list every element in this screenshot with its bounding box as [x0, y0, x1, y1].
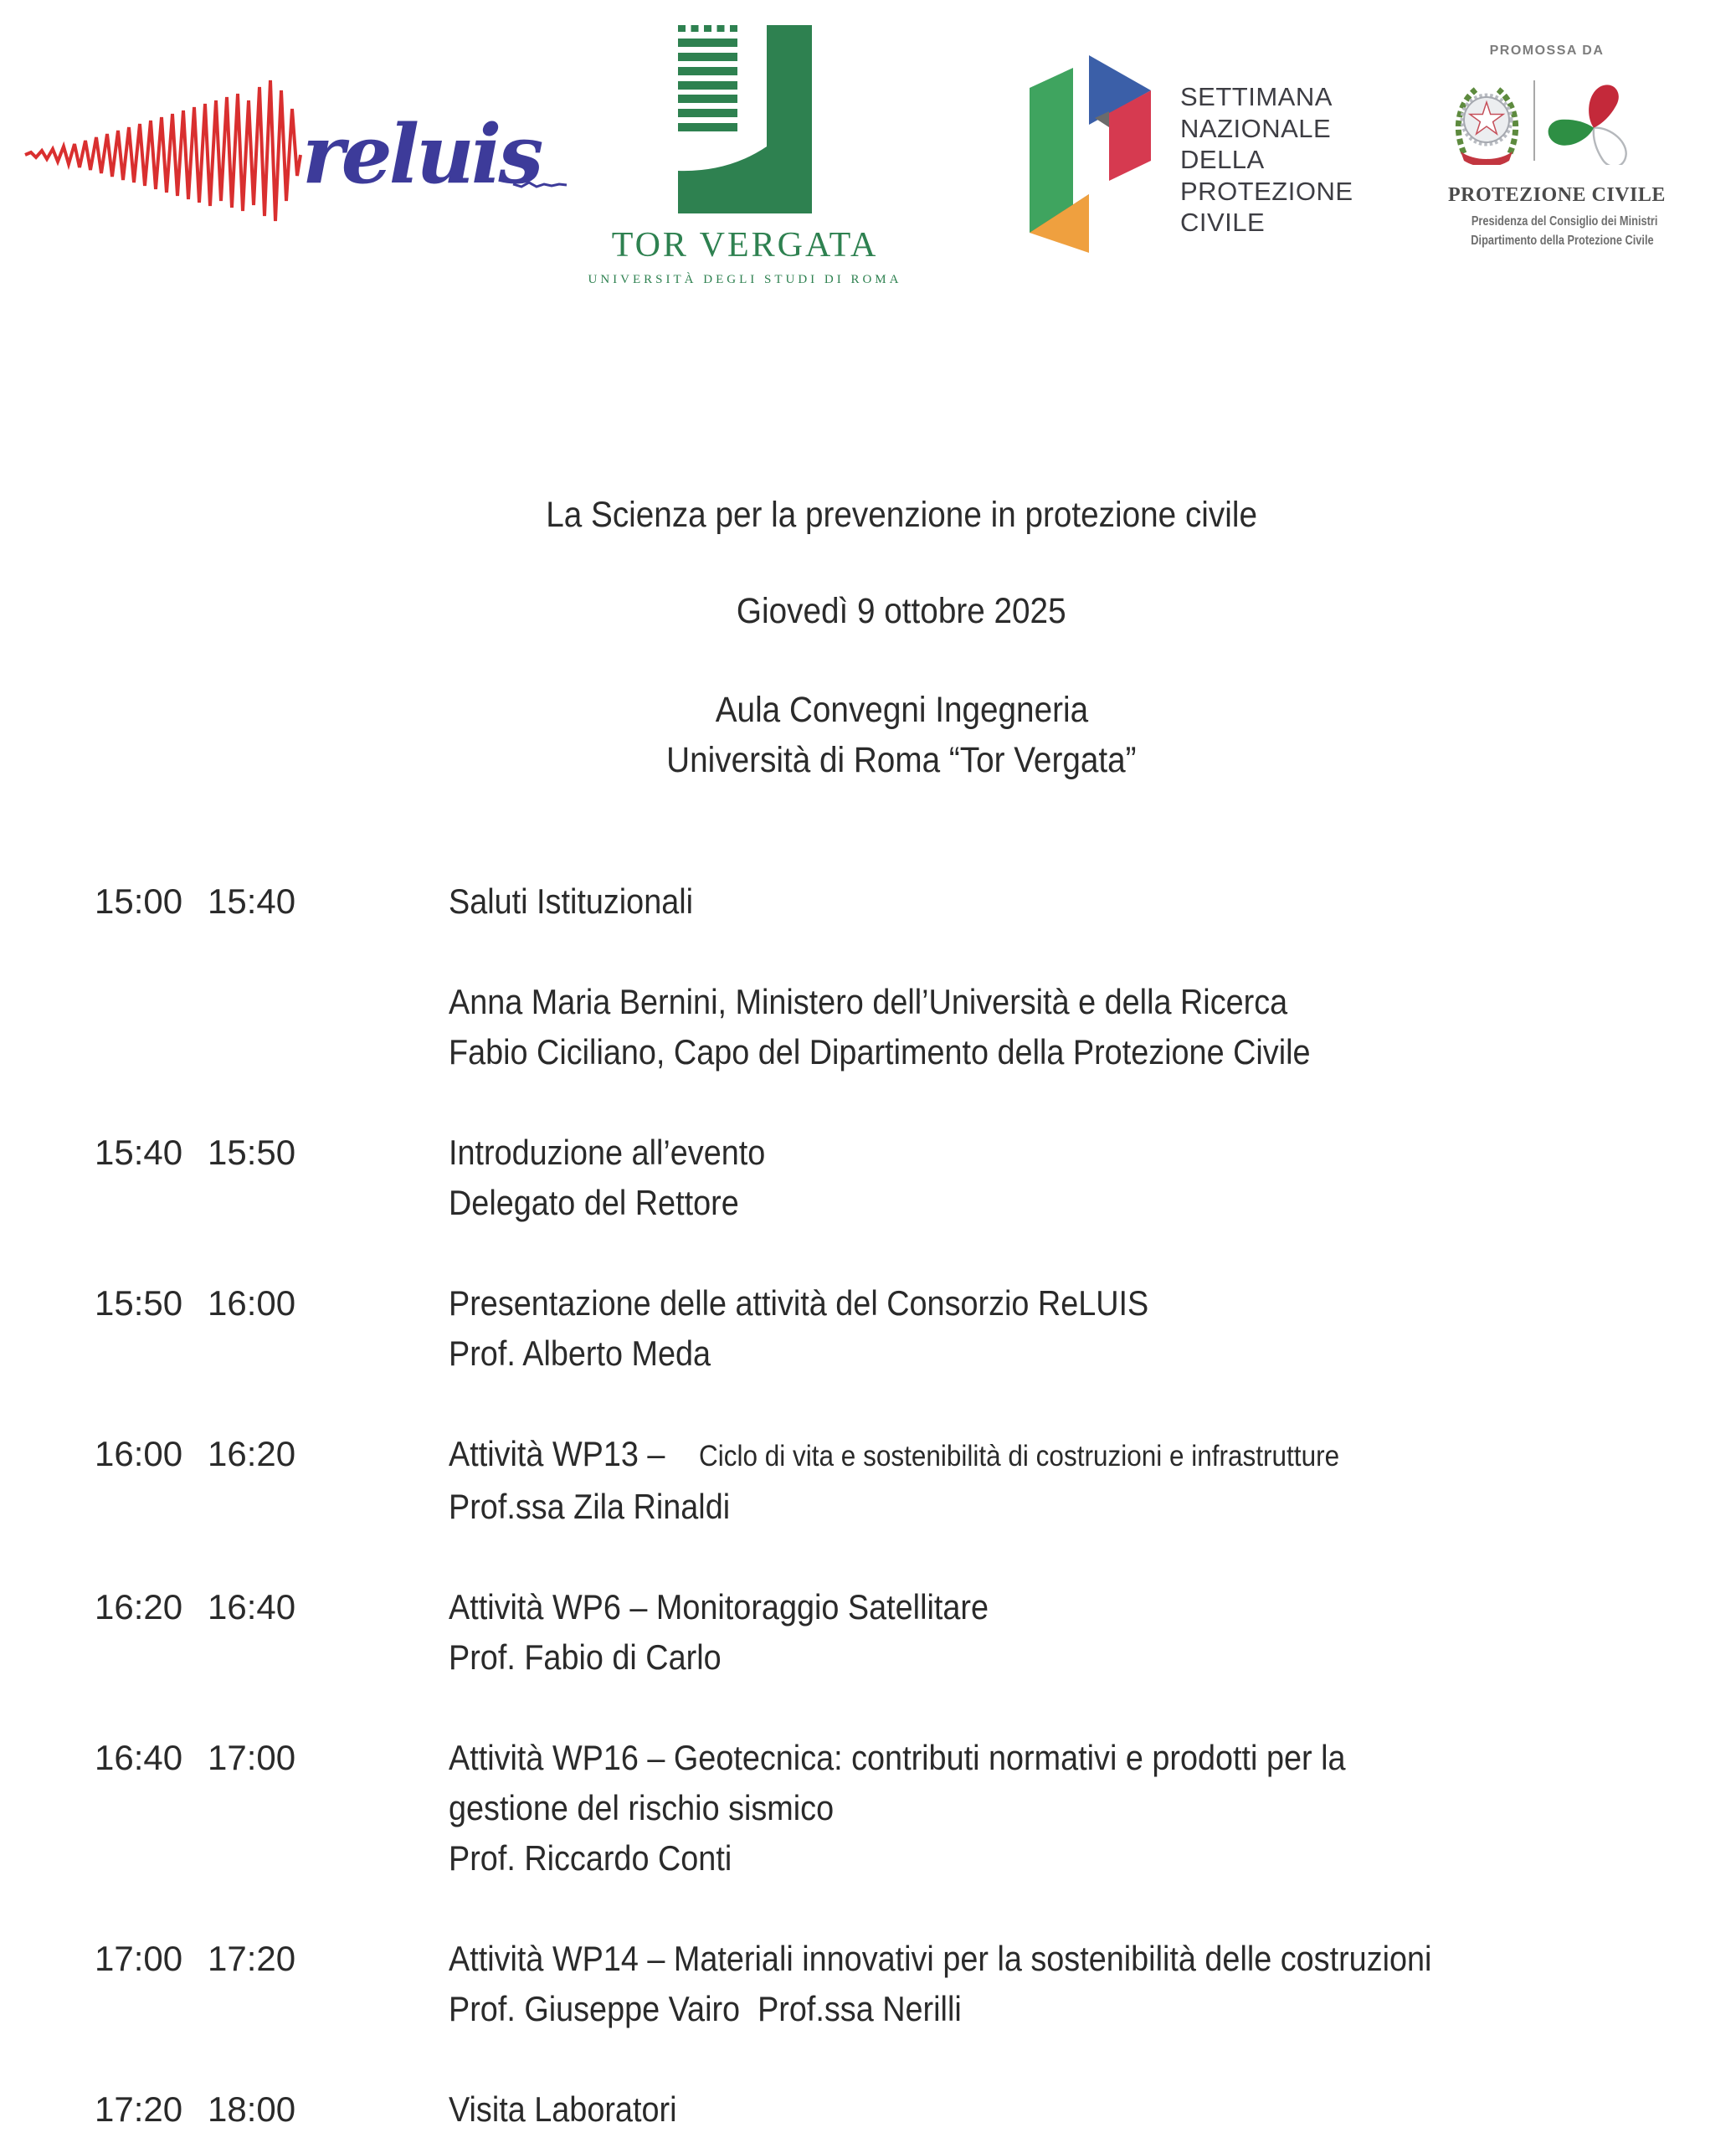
- schedule-text: Visita Laboratori: [449, 2089, 677, 2129]
- tor-vergata-title: TOR VERGATA: [611, 226, 879, 265]
- schedule-text: Delegato del Rettore: [449, 1183, 739, 1222]
- tor-vergata-logo: [578, 25, 912, 287]
- time-end: 15:50: [208, 1133, 296, 1172]
- schedule-row: [95, 2084, 1706, 2135]
- time-start: 17:00: [95, 1939, 183, 1978]
- pc-subtitle-line: [1448, 231, 1654, 250]
- settimana-line: DELLA: [1180, 145, 1265, 174]
- event-venue-text1: Aula Convegni Ingegneria: [715, 690, 1088, 730]
- schedule-text: gestione del rischio sismico: [449, 1788, 835, 1827]
- promossa-da-label: PROMOSSA DA: [1489, 44, 1605, 58]
- session-detail-line: [449, 1984, 1706, 2034]
- schedule-row: [95, 1429, 1706, 1532]
- schedule-text: Introduzione all’evento: [449, 1133, 766, 1172]
- session-description: [449, 1733, 1706, 1883]
- session-description: [449, 2084, 1706, 2135]
- event-venue-line2: [33, 735, 1736, 785]
- protezione-civile-subtitles: [1448, 212, 1658, 250]
- time-end: 18:00: [208, 2089, 296, 2129]
- schedule-row: [95, 1733, 1706, 1883]
- protezione-civile-logo: [1448, 44, 1666, 250]
- session-description: [449, 1278, 1706, 1379]
- time-start: 16:20: [95, 1587, 183, 1627]
- time-end: 16:40: [208, 1587, 296, 1627]
- time-start: 17:20: [95, 2089, 183, 2129]
- schedule: [95, 876, 1706, 2143]
- settimana-line: PROTEZIONE: [1180, 176, 1353, 206]
- event-title: [33, 490, 1736, 540]
- session-detail-line: [449, 1027, 1706, 1077]
- settimana-line: NAZIONALE: [1180, 113, 1332, 143]
- schedule-row: [95, 1278, 1706, 1379]
- schedule-text: Presentazione delle attività del Consorzio ReLUIS: [449, 1283, 1149, 1323]
- time-end: 17:20: [208, 1939, 296, 1978]
- schedule-row: [95, 1934, 1706, 2034]
- session-detail-line: [449, 1178, 1706, 1228]
- schedule-text: Fabio Ciciliano, Capo del Dipartimento della Protezione Civile: [449, 1032, 1311, 1072]
- session-description: [449, 876, 1706, 1077]
- pc-subtitle-line: [1448, 212, 1658, 231]
- schedule-text: Attività WP16 – Geotecnica: contributi normativi e prodotti per la: [449, 1738, 1346, 1777]
- event-date: [33, 586, 1736, 636]
- session-title-line: [449, 1934, 1706, 1984]
- schedule-text: Prof.ssa Zila Rinaldi: [449, 1487, 731, 1526]
- time-start: 16:00: [95, 1434, 183, 1473]
- time-end: 16:20: [208, 1434, 296, 1473]
- logos-header: [0, 0, 1736, 352]
- session-detail-line: [449, 1632, 1706, 1683]
- settimana-mark-icon: [1028, 54, 1153, 264]
- session-title-line: [449, 1429, 1706, 1482]
- session-detail-line: [449, 1482, 1706, 1532]
- settimana-logo: [1028, 50, 1388, 268]
- pc-subtitle-text: Dipartimento della Protezione Civile: [1471, 234, 1654, 248]
- time-start: 15:50: [95, 1283, 183, 1323]
- settimana-text: [1180, 81, 1353, 239]
- tor-vergata-subtitle: UNIVERSITÀ DEGLI STUDI DI ROMA: [588, 273, 902, 286]
- divider: [1533, 80, 1535, 161]
- time-start: 15:40: [95, 1133, 183, 1172]
- event-venue-line1: [33, 685, 1736, 735]
- reluis-wordmark: reluis: [302, 107, 541, 202]
- time-end: 16:00: [208, 1283, 296, 1323]
- reluis-seismograph-icon: [21, 75, 569, 230]
- tor-vergata-emblem-icon: [678, 25, 812, 213]
- schedule-text: Attività WP6 – Monitoraggio Satellitare: [449, 1587, 989, 1627]
- time-end: 17:00: [208, 1738, 296, 1777]
- schedule-row: [95, 1128, 1706, 1228]
- protezione-civile-emblems: [1448, 75, 1646, 166]
- schedule-text: Prof. Alberto Meda: [449, 1334, 711, 1373]
- session-description: [449, 1934, 1706, 2034]
- pc-subtitle-text: Presidenza del Consiglio dei Ministri: [1471, 214, 1658, 229]
- schedule-row: [95, 876, 1706, 1077]
- schedule-text: [449, 927, 458, 977]
- session-title-line: [449, 1582, 1706, 1632]
- schedule-text: Ciclo di vita e sostenibilità di costruzioni e infrastrutture: [698, 1440, 1339, 1472]
- session-description: [449, 1582, 1706, 1683]
- protezione-civile-title: PROTEZIONE CIVILE: [1448, 184, 1666, 206]
- settimana-line: CIVILE: [1180, 208, 1266, 237]
- session-detail-line: [449, 1328, 1706, 1379]
- time-start: 15:00: [95, 881, 183, 921]
- schedule-text: Saluti Istituzionali: [449, 881, 694, 921]
- republic-emblem-icon: [1451, 76, 1524, 165]
- schedule-text: Anna Maria Bernini, Ministero dell’Università e della Ricerca: [449, 982, 1288, 1021]
- schedule-text: Prof. Riccardo Conti: [449, 1838, 732, 1878]
- time-end: 15:40: [208, 881, 296, 921]
- title-block: [33, 490, 1736, 785]
- session-description: [449, 1429, 1706, 1532]
- session-detail-line: [449, 1833, 1706, 1883]
- event-date-text: Giovedì 9 ottobre 2025: [737, 591, 1066, 631]
- settimana-line: SETTIMANA: [1180, 82, 1333, 111]
- session-title-line: [449, 1733, 1706, 1783]
- schedule-text: Prof. Fabio di Carlo: [449, 1637, 722, 1677]
- schedule-text: Attività WP14 – Materiali innovativi per la sostenibilità delle costruzioni: [449, 1939, 1432, 1978]
- session-title-line: [449, 876, 1706, 927]
- event-title-text: La Scienza per la prevenzione in protezione civile: [546, 495, 1257, 535]
- event-venue-text2: Università di Roma “Tor Vergata”: [666, 740, 1137, 780]
- session-title-line: [449, 2084, 1706, 2135]
- session-title-line: [449, 1278, 1706, 1328]
- schedule-text: Attività WP13 –: [449, 1434, 674, 1473]
- session-detail-line: [449, 1783, 1706, 1833]
- session-description: [449, 1128, 1706, 1228]
- time-start: 16:40: [95, 1738, 183, 1777]
- schedule-text: Prof. Giuseppe Vairo Prof.ssa Nerilli: [449, 1989, 962, 2028]
- session-detail-line: [449, 927, 1706, 977]
- reluis-logo: [21, 75, 569, 230]
- tricolor-swirl-icon: [1544, 76, 1643, 165]
- session-title-line: [449, 1128, 1706, 1178]
- schedule-row: [95, 1582, 1706, 1683]
- session-detail-line: [449, 977, 1706, 1027]
